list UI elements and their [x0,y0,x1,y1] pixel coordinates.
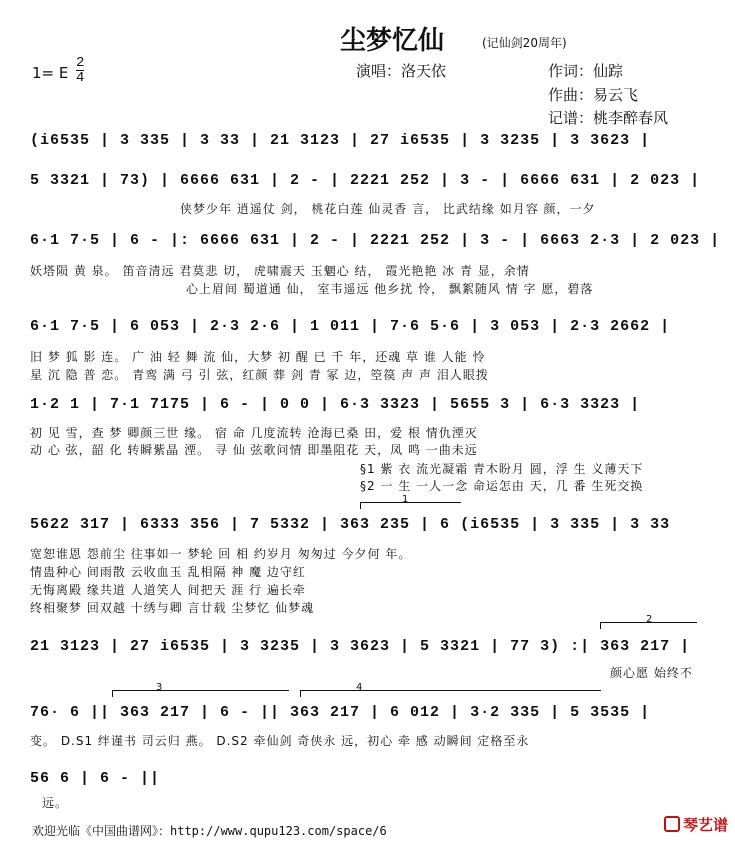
volta-number-1: 1 [402,494,409,505]
score-row-1: (i6535 | 3 335 | 3 33 | 21 3123 | 27 i6535 | 3 3235 | 3 3623 | [30,132,651,149]
volta-bracket-4 [300,690,601,697]
lyric-row-3-verse-2: 心上眉间 蜀道通 仙， 室韦遥远 他乡扰 怜， 飘絮随风 情 字 愿，碧落 [186,282,594,296]
score-row-7: 21 3123 | 27 i6535 | 3 3235 | 3 3623 | 5 3321 | 77 3) :| 363 217 | [30,638,691,655]
volta-bracket-3 [112,690,289,697]
song-title: 尘梦忆仙 [340,26,445,56]
score-row-3: 6·1 7·5 | 6 - |: 6666 631 | 2 - | 2221 252 | 3 - | 6663 2·3 | 2 023 | [30,232,721,249]
footer-credit: 欢迎光临《中国曲谱网》：http://www.qupu123.com/space/6 [32,824,387,838]
lyric-row-4-verse-2: 星 沉 隐 普 恋。 青鸾 满 弓 引 弦，红颜 葬 剑 青 冢 边，箜篌 声 声 泪人眼拨 [30,368,489,382]
volta-bracket-1 [360,502,461,509]
lyric-row-6-verse-2: 情蛊种心 间雨散 云收血玉 乱相隔 神 魔 边守红 [30,565,306,579]
lyric-row-5-verse-1: 初 见 雪，查 梦 卿颜三世 缘。 宿 命 几度流转 沧海已桑 田，爱 根 情仇湮灭 [30,426,478,440]
score-row-8: 76· 6 || 363 217 | 6 - || 363 217 | 6 012 | 3·2 335 | 5 3535 | [30,704,651,721]
lyric-row-5-verse-3: §1 紫 衣 流光凝霜 青木盼月 圆，浮 生 义薄天下 [360,462,644,476]
score-row-9: 56 6 | 6 - || [30,770,161,787]
score-row-2: 5 3321 | 73) | 6666 631 | 2 - | 2221 252 | 3 - | 6666 631 | 2 023 | [30,172,701,189]
score-row-6: 5622 317 | 6333 356 | 7 5332 | 363 235 | 6 (i6535 | 3 335 | 3 33 [30,516,671,533]
lyric-row-7-verse-1: 颜心愿 始终不 [610,666,693,680]
meter-bottom: 4 [76,70,85,86]
lyric-row-6-verse-3: 无悔离殿 缘共道 人道笑人 间把天 涯 行 遍长牵 [30,583,306,597]
volta-number-4: 4 [356,682,363,693]
lyric-row-5-verse-2: 动 心 弦，韶 化 转瞬紫晶 湮。 寻 仙 弦歌问情 即墨阻花 天，凤 鸣 一曲未远 [30,443,478,457]
lyric-row-2-verse-1: 侠梦少年 逍遥仗 剑， 桃花白莲 仙灵香 言， 比武结缘 如月容 颜，一夕 [180,202,596,216]
logo-icon [664,816,680,832]
singer-credit: 演唱：洛天依 [356,62,447,80]
lyric-row-8-verse-1: 变。 D.S1 绊谨书 司云归 燕。 D.S2 牵仙剑 奇侠永 远，初心 牵 感 动瞬间 定格至永 [30,734,530,748]
key-signature: 1= E [32,64,69,82]
volta-number-3: 3 [156,682,163,693]
lyric-row-4-verse-1: 旧 梦 狐 影 连。 广 油 轻 舞 流 仙，大梦 初 醒 已 千 年，还魂 草 谁 人能 怜 [30,350,486,364]
meter-top: 2 [76,55,85,71]
transcriber-credit: 记谱：桃李醉春风 [548,109,669,127]
lyric-row-6-verse-4: 终相聚梦 回双越 十绣与卿 言廿载 尘梦忆 仙梦魂 [30,601,315,615]
score-row-4: 6·1 7·5 | 6 053 | 2·3 2·6 | 1 011 | 7·6 5·6 | 3 053 | 2·3 2662 | [30,318,671,335]
score-row-5: 1·2 1 | 7·1 7175 | 6 - | 0 0 | 6·3 3323 | 5655 3 | 6·3 3323 | [30,396,641,413]
composer-credit: 作曲：易云飞 [548,86,639,104]
time-signature [76,56,84,85]
song-subtitle: (记仙剑20周年) [482,36,567,50]
lyricist-credit: 作词：仙踪 [548,62,624,80]
lyric-row-6-verse-1: 宽恕谁恩 怨前尘 往事如一 梦轮 回 相 约岁月 匆匆过 今夕何 年。 [30,547,412,561]
volta-number-2: 2 [646,614,653,625]
lyric-row-3-verse-1: 妖塔陨 黄 泉。 笛音清远 君莫悲 切， 虎啸震天 玉魍心 结， 霞光艳艳 冰 青 显，余情 [30,264,530,278]
lyric-row-5-verse-4: §2 一 生 一人一念 命运怎由 天，几 番 生死交换 [360,479,644,493]
lyric-row-9-verse-1: 远。 [42,796,69,810]
site-logo [664,814,728,835]
logo-text: 琴艺谱 [683,816,729,834]
